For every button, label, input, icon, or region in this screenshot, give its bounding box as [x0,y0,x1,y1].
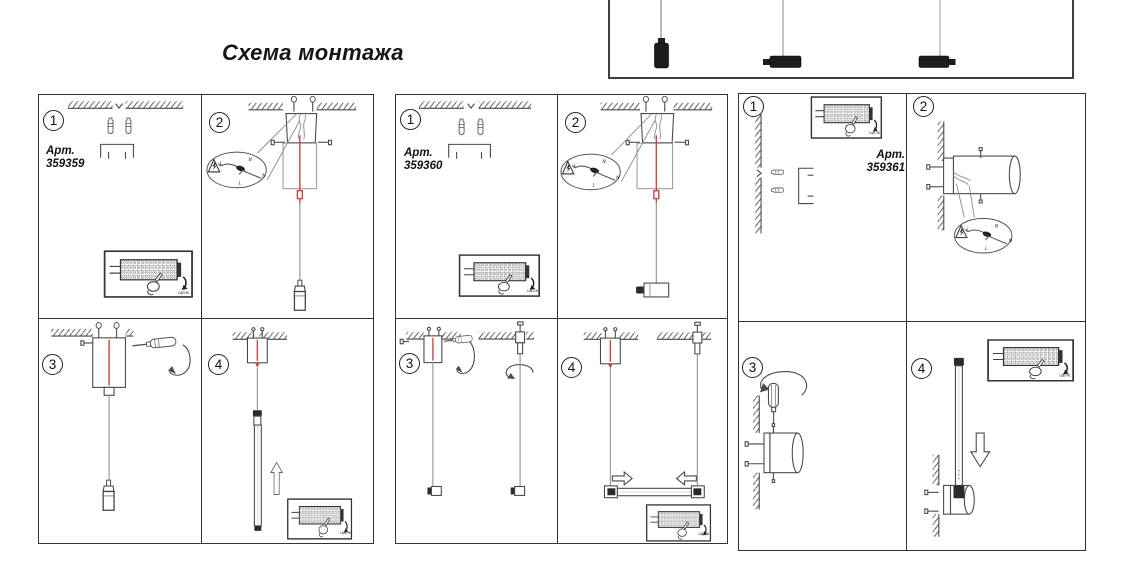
art-prefix: Арт. [404,147,433,159]
svg-text:N: N [248,158,252,164]
panel-art-359360 [395,94,728,544]
red-adjust-line [297,135,302,203]
canopy [271,113,331,189]
panel3-step1-cell [739,94,907,322]
wall-hatch [755,114,761,233]
panel3-step2-cell [907,94,1085,322]
canopy [81,338,126,388]
cable-connector [104,387,114,395]
step-number-badge: 3 [399,353,420,374]
pendant-lamp-horizontal-left [763,0,801,68]
led-tube [953,358,964,498]
wall-hatch [933,455,939,537]
led-tube-inset [288,499,352,539]
pendant-socket [103,480,114,510]
svg-text:ЩЕЛК.: ЩЕЛК. [698,531,711,536]
step-number-badge: 1 [400,109,421,130]
product-photo [608,0,1074,79]
step-diagram [396,95,557,318]
step-number-badge: 4 [911,358,932,379]
hanging-screw-icon [114,322,119,337]
canopy [626,113,688,189]
mounting-bracket [449,144,491,158]
wall-hatch [938,121,944,230]
step-diagram [739,94,906,321]
down-arrow [971,433,990,467]
svg-text:N: N [995,224,999,230]
step-diagram [907,322,1085,550]
panel1-step3-cell [39,319,202,543]
wall-canopy-cylinder [925,485,974,514]
panel2-step3-cell [396,319,558,543]
step-diagram [202,319,373,543]
article-number [855,149,905,174]
art-value: 359361 [866,161,905,174]
cable-connector [427,487,441,496]
rotation-arrow [168,345,190,375]
step-number-badge: 2 [565,112,586,133]
step-number-badge: 3 [42,354,63,375]
art-prefix: Арт. [876,149,905,161]
cable-connector [511,487,525,496]
led-tube-inset [988,340,1073,381]
panel2-step2-cell [558,95,727,319]
panel2-step4-cell [558,319,727,543]
canopy [247,338,267,368]
wall-hatch [753,395,759,509]
pendant-lamp-vertical [655,0,669,68]
step-diagram [39,95,201,318]
led-tube-inset [647,505,711,541]
ceiling-hatch [68,101,183,108]
tube-connector [253,410,262,425]
svg-text:ЩЕЛК.: ЩЕЛК. [1059,373,1072,378]
hanging-screw-icon [96,322,101,337]
step-number-badge: 1 [43,110,64,131]
cable-grip [693,322,702,354]
step-diagram [39,319,201,543]
panel1-step1-cell [39,95,202,319]
horizontal-lamp-socket [636,283,669,297]
svg-text:ЩЕЛК.: ЩЕЛК. [869,130,882,135]
mounting-bracket [799,168,814,203]
up-arrow [271,462,283,494]
svg-text:N: N [616,175,620,181]
svg-text:L: L [966,228,969,234]
wall-anchor-icon [459,119,483,134]
left-arrow [677,472,697,485]
led-tube [254,425,261,531]
panel-art-359359 [38,94,374,544]
pendant-lamp-horizontal-right [919,0,956,68]
panel1-step4-cell [202,319,373,543]
step-number-badge: 3 [742,357,763,378]
svg-text:ЩЕЛК.: ЩЕЛК. [178,290,190,295]
panel2-step1-cell [396,95,558,319]
screwdriver-icon [132,337,176,350]
ceiling-hatch [584,328,711,340]
screwdriver-icon [768,383,778,423]
rotation-arrow [456,342,475,374]
svg-text:L: L [219,161,223,167]
horizontal-led-tube [604,486,704,498]
article-number [404,147,442,172]
step-number-badge: 2 [209,112,230,133]
step-diagram [396,319,557,543]
panel3-step4-cell [907,322,1085,550]
step-diagram [907,94,1085,321]
led-tube-inset [105,251,192,297]
wall-anchor-icon [772,170,784,192]
panel1-step2-cell [202,95,373,319]
svg-text:L: L [238,181,242,187]
step-diagram [558,319,727,543]
panel-art-359361 [738,93,1086,551]
svg-text:N: N [1008,239,1013,245]
art-value: 359359 [46,157,85,170]
step-number-badge: 4 [208,354,229,375]
art-prefix: Арт. [46,145,75,157]
rotation-arrow [760,372,807,396]
svg-text:ЩЕЛК.: ЩЕЛК. [340,530,353,535]
svg-text:N: N [262,173,266,179]
ceiling-hatch [51,329,133,336]
step-number-badge: 4 [561,357,582,378]
step-number-badge: 1 [743,96,764,117]
article-number [46,145,84,170]
svg-text:L: L [573,163,577,169]
right-arrow [612,472,632,485]
svg-text:N: N [602,160,606,166]
ceiling-hatch [419,101,531,108]
page-title: Схема монтажа [222,40,404,65]
ceiling-hatch [233,328,287,340]
panel3-step3-cell [739,322,907,550]
mounting-bracket [101,144,134,158]
hanging-screw-icon [291,96,315,111]
svg-text:L: L [985,247,988,253]
step-number-badge: 2 [913,96,934,117]
led-tube-inset [811,97,881,138]
canopy [600,338,620,368]
svg-text:L: L [592,183,596,189]
led-tube-inset [460,255,540,296]
svg-text:ЩЕЛК.: ЩЕЛК. [527,288,540,293]
hanging-screw-icon [643,96,648,111]
ceiling-hatch [248,103,356,110]
wall-anchor-icon [108,118,131,133]
pendant-lamps-photo [610,0,1068,73]
pendant-socket [294,280,305,310]
hanging-screw-icon [662,96,667,111]
cable-grip [516,322,525,354]
ceiling-hatch [600,103,712,110]
art-value: 359360 [404,159,443,172]
red-adjust-line [654,135,659,202]
step-diagram [739,322,906,550]
